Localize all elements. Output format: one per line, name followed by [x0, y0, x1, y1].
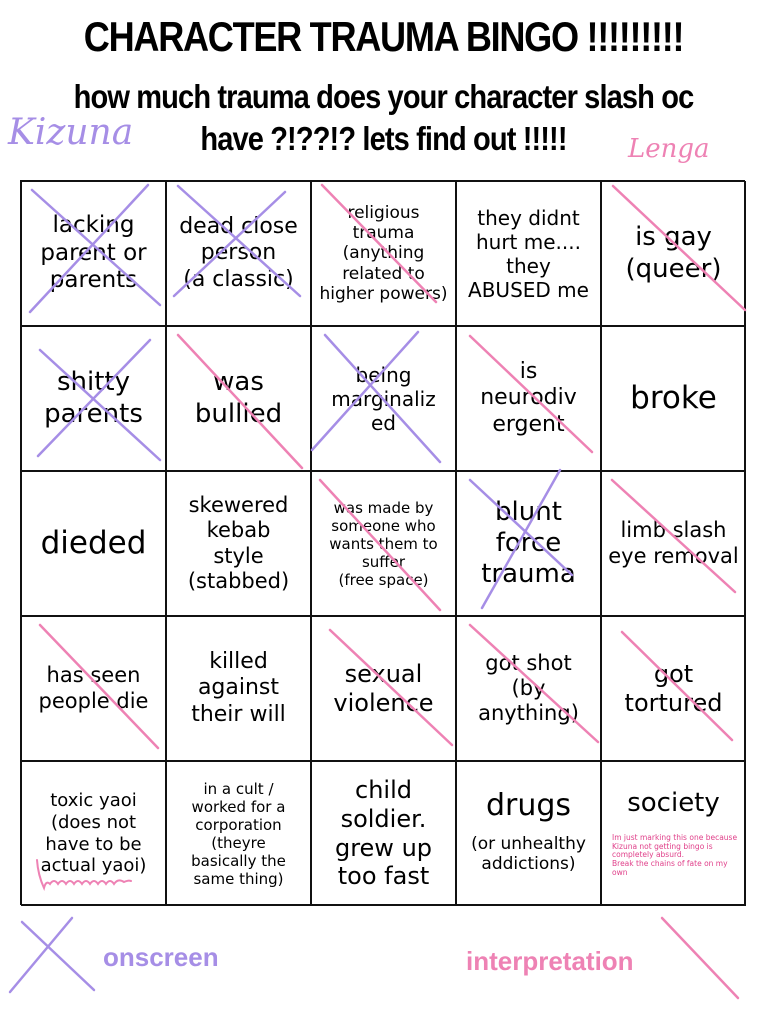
subtitle-line-1: how much trauma does your character slash oc — [73, 78, 694, 115]
cell-text: being marginaliz ed — [331, 362, 436, 435]
legend-onscreen: onscreen — [103, 942, 219, 972]
bingo-cell[interactable] — [311, 616, 456, 761]
cell-text: lacking parent or parents — [40, 212, 147, 294]
legend-pink-slash — [662, 918, 738, 998]
bingo-cell[interactable] — [601, 761, 746, 906]
cell-text: killed against their will — [191, 648, 286, 727]
cell-text: got tortured — [624, 659, 723, 717]
bingo-cell[interactable] — [311, 181, 456, 326]
cell-text: limb slash eye removal — [608, 518, 739, 568]
bingo-cell[interactable] — [311, 761, 456, 906]
cell-text: blunt force trauma — [481, 496, 576, 590]
bingo-cell[interactable] — [21, 471, 166, 616]
cell-text: is neurodiv ergent — [480, 358, 577, 437]
bingo-cell[interactable] — [456, 761, 601, 906]
cell-text: broke — [630, 379, 717, 416]
cell-text: sexual violence — [333, 659, 434, 717]
cell-text: has seen people die — [38, 663, 149, 713]
cell-text: is gay (queer) — [625, 222, 722, 284]
bingo-cell[interactable] — [601, 616, 746, 761]
bingo-cell[interactable] — [166, 181, 311, 326]
bingo-cell[interactable] — [166, 471, 311, 616]
bingo-cell[interactable] — [21, 616, 166, 761]
subtitle-line-2: have ?!??!? lets find out !!!!! — [200, 120, 567, 157]
bingo-cell[interactable] — [21, 181, 166, 326]
cell-text: they didnt hurt me.... they ABUSED me — [468, 205, 589, 302]
bingo-cell[interactable] — [456, 326, 601, 471]
bingo-cell[interactable] — [311, 471, 456, 616]
bingo-cell[interactable] — [456, 616, 601, 761]
cell-text: toxic yaoi (does not have to be actual yaoi) — [40, 790, 147, 877]
bingo-cell[interactable] — [456, 471, 601, 616]
page-title: CHARACTER TRAUMA BINGO !!!!!!!!! — [83, 13, 684, 60]
signature-right: Lenga — [628, 134, 710, 164]
bingo-cell[interactable] — [21, 326, 166, 471]
bingo-cell[interactable] — [601, 181, 746, 326]
cell-text: drugs — [485, 788, 572, 823]
cell-text: in a cult / worked for a corporation (theyre basically the same thing) — [191, 779, 286, 888]
bingo-cell[interactable] — [166, 326, 311, 471]
cell-note: Im just marking this one because Kizuna not getting bingo is completely absurd. Break the chains of fate on my own — [612, 833, 738, 877]
legend-interpretation: interpretation — [466, 946, 634, 976]
cell-subtext: (or unhealthy addictions) — [471, 834, 586, 875]
cell-text: got shot (by anything) — [478, 650, 579, 726]
cell-text: religious trauma (anything related to higher powers) — [319, 202, 448, 305]
cell-text: was bullied — [194, 367, 283, 429]
cell-text: skewered kebab style (stabbed) — [187, 493, 290, 593]
signature-left: Kizuna — [8, 112, 134, 153]
bingo-grid — [20, 180, 745, 905]
bingo-cell[interactable] — [166, 761, 311, 906]
legend-purple-x — [10, 918, 94, 992]
cell-text: society — [627, 788, 720, 818]
bingo-cell[interactable] — [311, 326, 456, 471]
cell-text: shitty parents — [44, 367, 143, 429]
cell-text: was made by someone who wants them to suffer (free space) — [329, 498, 438, 589]
bingo-cell[interactable] — [456, 181, 601, 326]
bingo-cell[interactable] — [601, 471, 746, 616]
bingo-cell[interactable] — [166, 616, 311, 761]
cell-text: dead close person (a classic) — [179, 213, 298, 292]
cell-text: dieded — [40, 524, 147, 561]
bingo-cell[interactable] — [601, 326, 746, 471]
bingo-cell[interactable] — [21, 761, 166, 906]
cell-text: child soldier. grew up too fast — [334, 775, 433, 891]
